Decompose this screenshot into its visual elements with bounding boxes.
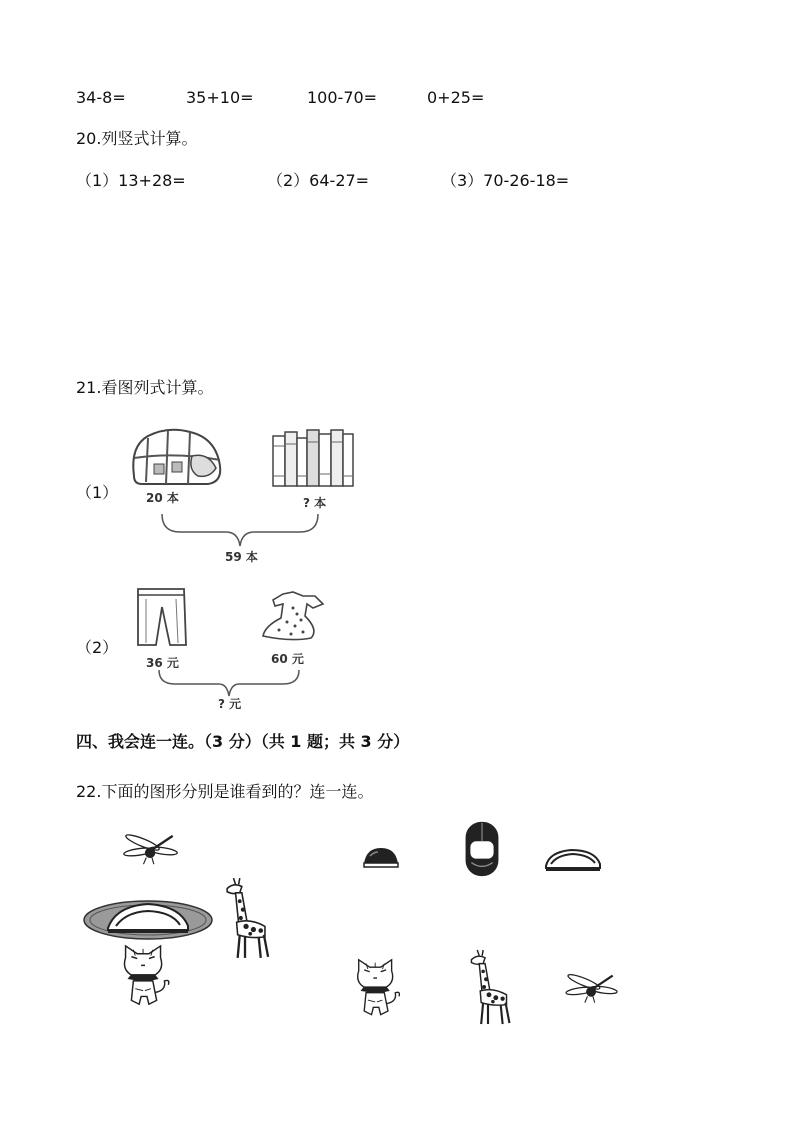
q21-part1-right-label: ? 本 <box>303 496 327 510</box>
q20-item-3: （3）70-26-18= <box>441 171 570 190</box>
equation-35+10: 35+10= <box>186 88 254 107</box>
brace-part1 <box>160 512 320 548</box>
q21-part2-right-label: 60 元 <box>271 652 304 666</box>
q21-part2-total-label: ? 元 <box>218 697 242 711</box>
equation-0+25: 0+25= <box>427 88 485 107</box>
backpack-icon <box>128 426 224 486</box>
equation-100-70: 100-70= <box>307 88 378 107</box>
q21-part1-total-label: 59 本 <box>225 550 258 564</box>
mouse-top-view-icon <box>462 820 502 878</box>
books-icon <box>271 426 355 488</box>
question-21-title: 21.看图列式计算。 <box>76 378 214 397</box>
mouse-front-view-icon <box>362 846 400 868</box>
q21-part2-label: （2） <box>76 638 119 657</box>
cat-icon <box>114 944 176 1012</box>
dragonfly-icon <box>118 832 184 870</box>
q20-item-2: （2）64-27= <box>267 171 370 190</box>
q21-part1-left-label: 20 本 <box>146 491 179 505</box>
cat-icon-bottom <box>348 958 406 1022</box>
giraffe-icon-bottom <box>462 948 514 1026</box>
equation-34-8: 34-8= <box>76 88 126 107</box>
brace-part2 <box>157 668 301 698</box>
pants-icon <box>132 587 190 647</box>
q21-part2-left-label: 36 元 <box>146 656 179 670</box>
dragonfly-icon-bottom <box>560 972 624 1008</box>
question-20-title: 20.列竖式计算。 <box>76 129 198 148</box>
computer-mouse-icon <box>82 896 214 942</box>
question-22-title: 22.下面的图形分别是谁看到的？连一连。 <box>76 782 374 801</box>
giraffe-icon <box>218 876 272 960</box>
section-4-title: 四、我会连一连。（3 分）（共 1 题；共 3 分） <box>76 732 410 751</box>
q20-item-1: （1）13+28= <box>76 171 186 190</box>
dress-icon <box>257 590 329 642</box>
mouse-side-view-icon <box>543 846 603 872</box>
q21-part1-label: （1） <box>76 483 119 502</box>
